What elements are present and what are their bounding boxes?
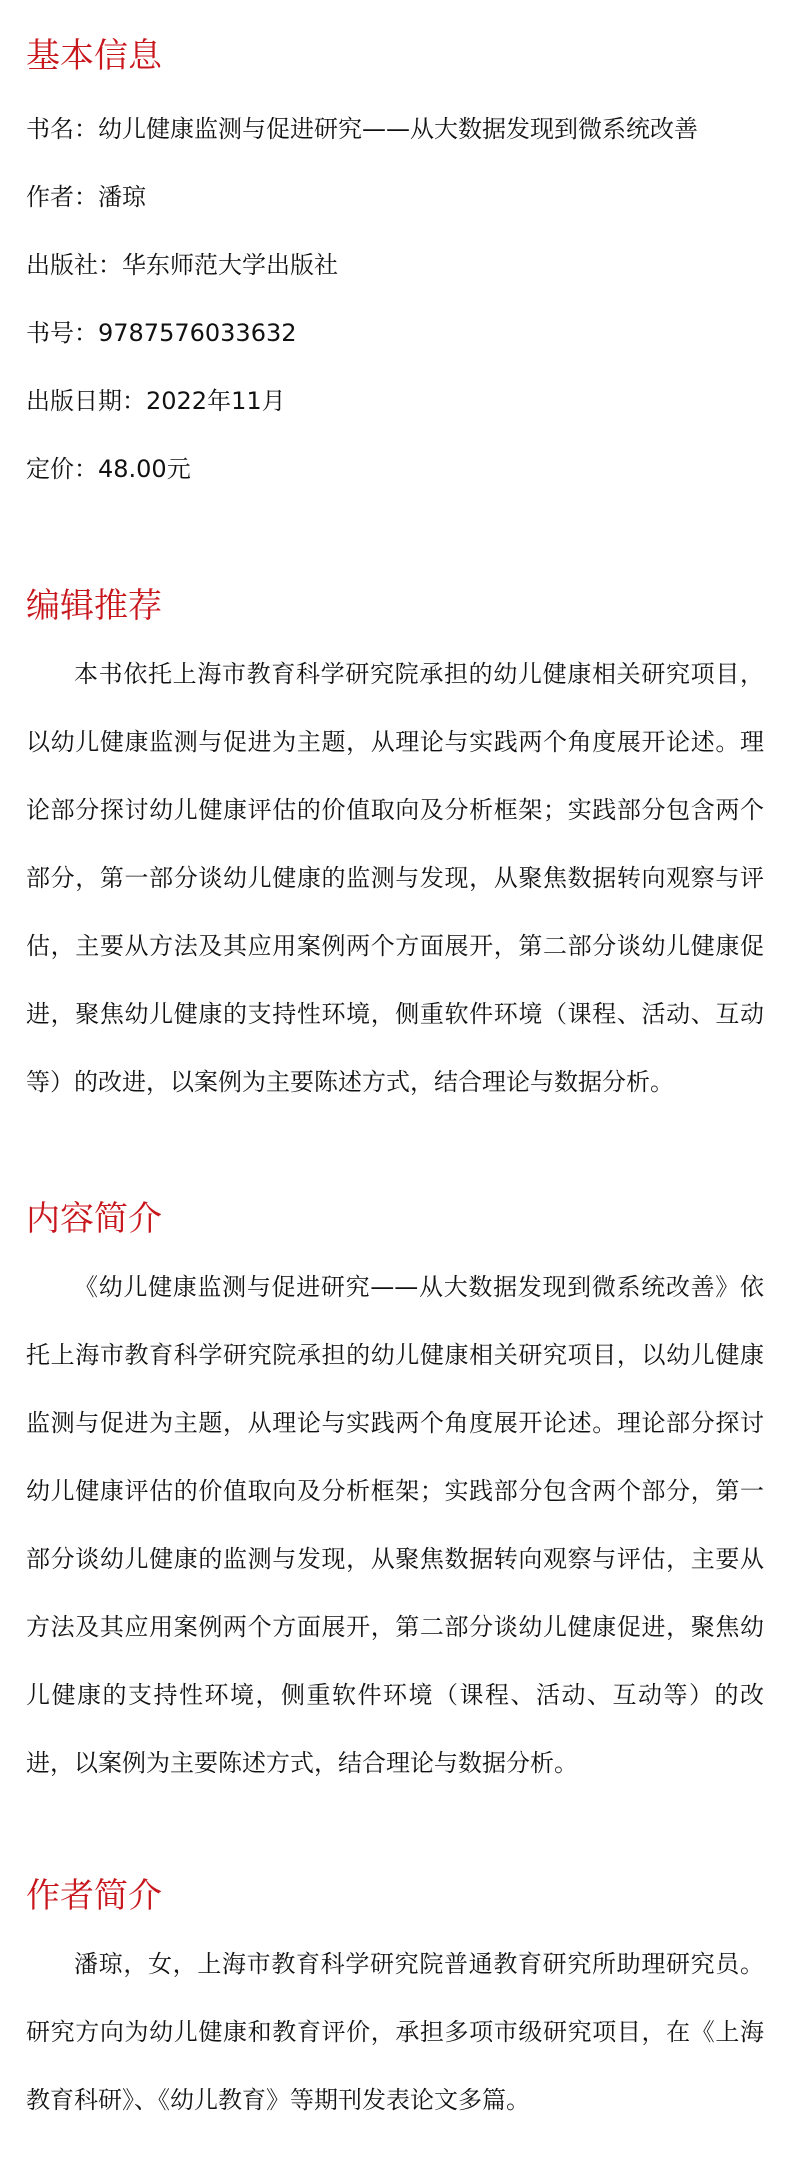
info-row-price (26, 453, 764, 485)
author-intro-body (26, 1930, 764, 2134)
editor-recommendation-text: 本书依托上海市教育科学研究院承担的幼儿健康相关研究项目，以幼儿健康监测与促进为主题，从理论与实践两个角度展开论述。理论部分探讨幼儿健康评估的价值取向及分析框架；实践部分包含两个部分，第一部分谈幼儿健康的监测与发现，从聚焦数据转向观察与评估，主要从方法及其应用案例两个方面展开，第二部分谈幼儿健康促进，聚焦幼儿健康的支持性环境，侧重软件环境（课程、活动、互动等）的改进，以案例为主要陈述方式，结合理论与数据分析。 (26, 660, 764, 1096)
content-summary-heading: 内容简介 (26, 1199, 162, 1239)
editor-recommendation-heading: 编辑推荐 (26, 586, 162, 626)
content-summary-section (26, 1197, 764, 1241)
editor-recommendation-section (26, 584, 764, 628)
info-row-author (26, 181, 764, 213)
publish-date-row: 出版日期：2022年11月 (26, 387, 286, 415)
isbn-row: 书号：9787576033632 (26, 319, 297, 347)
info-row-date (26, 385, 764, 417)
content-summary-body (26, 1253, 764, 1797)
content-summary-text: 《幼儿健康监测与促进研究——从大数据发现到微系统改善》依托上海市教育科学研究院承担的幼儿健康相关研究项目，以幼儿健康监测与促进为主题，从理论与实践两个角度展开论述。理论部分探讨幼儿健康评估的价值取向及分析框架；实践部分包含两个部分，第一部分谈幼儿健康的监测与发现，从聚焦数据转向观察与评估，主要从方法及其应用案例两个方面展开，第二部分谈幼儿健康促进，聚焦幼儿健康的支持性环境，侧重软件环境（课程、活动、互动等）的改进，以案例为主要陈述方式，结合理论与数据分析。 (26, 1273, 764, 1777)
basic-info-section (26, 34, 764, 78)
info-row-publisher (26, 249, 764, 281)
author-row: 作者：潘琼 (26, 183, 146, 211)
basic-info-heading: 基本信息 (26, 36, 162, 76)
author-intro-heading: 作者简介 (26, 1876, 162, 1916)
book-title-row: 书名：幼儿健康监测与促进研究——从大数据发现到微系统改善 (26, 115, 698, 143)
publisher-row: 出版社：华东师范大学出版社 (26, 251, 338, 279)
info-row-isbn (26, 317, 764, 349)
price-row: 定价：48.00元 (26, 455, 191, 483)
author-intro-section (26, 1874, 764, 1918)
info-row-title (26, 113, 764, 145)
editor-recommendation-body (26, 640, 764, 1116)
author-intro-text: 潘琼，女，上海市教育科学研究院普通教育研究所助理研究员。研究方向为幼儿健康和教育评价，承担多项市级研究项目，在《上海教育科研》、《幼儿教育》等期刊发表论文多篇。 (26, 1950, 764, 2114)
